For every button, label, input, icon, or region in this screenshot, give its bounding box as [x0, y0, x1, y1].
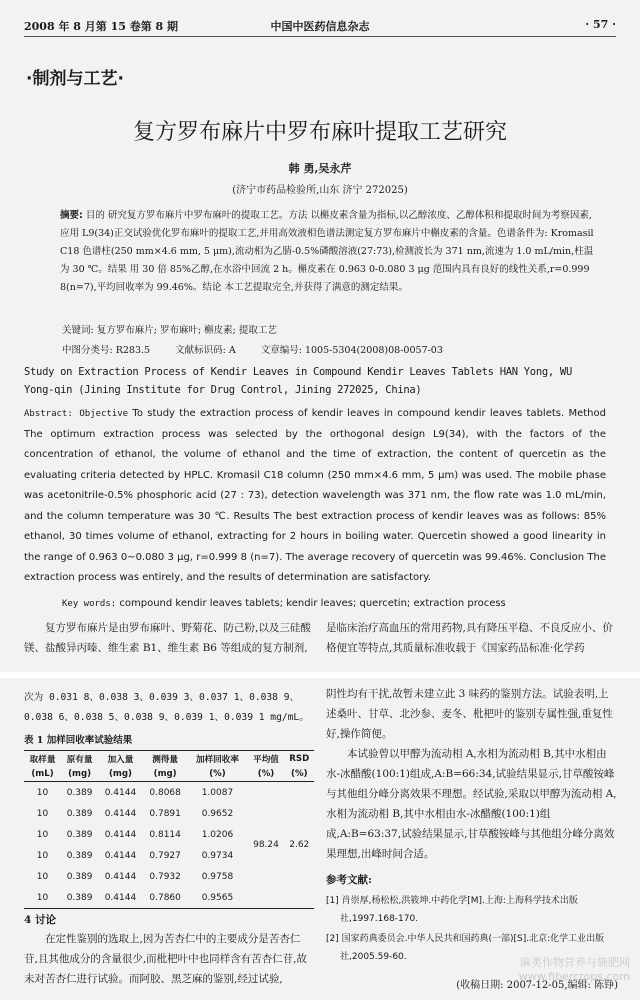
english-keywords-label: Key words:: [62, 599, 117, 609]
table-cell: 0.8068: [149, 787, 181, 798]
table-cell: 0.8114: [149, 829, 181, 840]
intro-left-column: [24, 618, 314, 658]
clc-number: 中图分类号: R283.5: [62, 345, 151, 356]
abstract-cn: [60, 207, 600, 297]
right-paragraph-2: 本试验曾以甲醇为流动相 A,水相为流动相 B,其中水相由水-冰醋酸(100:1)组成,A:B=66:34,试验结果显示,甘草酸铵峰与其他组分峰分离效果不理想。经试验,采取以甲醇为流动相 A,水相为流动相 B,其中水相由水-冰醋酸(100:1)组成,A:B=63:37,试验结果显示,甘草酸铵峰与其他组分峰分离效果理想,出峰时间合适。: [326, 748, 617, 860]
table-unit: (mL): [31, 769, 54, 779]
table-cell: 0.4144: [104, 892, 137, 903]
concentration-text: 次为 0.031 8、0.038 3、0.039 3、0.037 1、0.038 9、0.038 6、0.038 5、0.038 9、0.039 1、0.039 1 mg/mL。: [24, 692, 309, 723]
english-abstract-text: To study the extraction process of kendir leaves in compound kendir leaves tablets. Method The optimum extraction process was selected by the orthogonal design L9(34), with the factors of the concentration of ethanol, the volume of ethanol and the time of extraction, the content of quercetin as the evaluating criteria detected by HPLC. Kromasil C18 column (250 mm×4.6 mm, 5 μm) was used. The mobile phase was acetonitrile-0.5% phosphoric acid (27 : 73), detection wavelength was 371 nm, the flow rate was 1.0 mL/min, and the column temperature was 30 ℃. Results The best extraction process of kendir leaves was as follows: 85% ethanol, 30 times volume of ethanol, extracting for 2 hours in boiling water. Quercetin showed a good linearity in the range of 0.963 0~0.080 3 μg, r=0.999 8 (n=7). The average recovery of quercetin was 99.46%. Conclusion The extraction process was entirely, and the results of determination are satisfactory.: [24, 408, 606, 583]
table-cell: 0.4144: [104, 829, 137, 840]
table-header: RSD: [289, 754, 310, 764]
table-mean-cell: 98.24: [253, 840, 279, 850]
page-break-divider: [0, 672, 640, 678]
received-date: (收稿日期: 2007-12-05,编辑: 陈铮): [456, 980, 618, 991]
table-cell: 10: [36, 892, 49, 903]
table-header: 加样回收率: [195, 755, 239, 765]
right-paragraph-1: 阴性均有干扰,故暂未建立此 3 味药的鉴别方法。试验表明,上述桑叶、甘草、北沙参、麦冬、枇杷叶的鉴别专属性强,重复性好,操作简便。: [326, 688, 613, 740]
table-cell: 0.7927: [149, 850, 181, 861]
table-cell: 1.0206: [201, 829, 234, 840]
right-column: [326, 684, 618, 996]
table-cell: 0.4144: [104, 787, 137, 798]
keywords-cn: 关键词: 复方罗布麻片; 罗布麻叶; 槲皮素; 提取工艺: [62, 325, 277, 336]
table-cell: 10: [36, 787, 49, 798]
article-title: 复方罗布麻片中罗布麻叶提取工艺研究: [132, 120, 507, 145]
header-journal: 中国中医药信息杂志: [270, 20, 370, 33]
table-rsd-cell: 2.62: [289, 840, 310, 850]
section-label: ·制剂与工艺·: [26, 69, 124, 89]
table-cell: 0.7860: [149, 892, 181, 903]
table-cell: 10: [36, 829, 49, 840]
table-cell: 0.9565: [201, 892, 234, 903]
table-unit: (mg): [153, 769, 177, 779]
recovery-table: [24, 750, 314, 909]
table-unit: (mg): [108, 769, 132, 779]
table-cell: 10: [36, 850, 49, 861]
english-abstract: [24, 404, 606, 589]
document-code: 文献标识码: A: [175, 345, 236, 356]
watermark: [519, 956, 630, 984]
table-unit: (%): [209, 769, 226, 779]
watermark-url: www.fibercrops.com: [518, 970, 630, 983]
watermark-name: 麻类作物营养与施肥网: [520, 956, 630, 969]
reference-item: [2] 国家药典委员会.中华人民共和国药典(一部)[S].北京:化学工业出版社,2005.59-60.: [326, 934, 605, 962]
authors: 韩 勇,吴永芹: [288, 162, 352, 175]
header-page-number: · 57 ·: [585, 18, 616, 31]
table-header-row: [24, 751, 314, 768]
table-cell: 0.7891: [149, 808, 181, 819]
table-units-row: [24, 767, 314, 782]
table-cell: 0.389: [66, 829, 93, 840]
table-header: 测得量: [152, 755, 179, 765]
table-cell: 10: [36, 871, 49, 882]
intro-right-text: 是临床治疗高血压的常用药物,具有降压平稳、不良反应小、价格便宜等特点,其质量标准收载于《国家药品标准·化学药: [326, 622, 613, 654]
english-abstract-label: Abstract: Objective: [24, 409, 129, 419]
table-cell: 0.9758: [201, 871, 234, 882]
classification-line: [62, 342, 602, 356]
table-cell: 0.389: [66, 892, 93, 903]
table-header: 原有量: [66, 755, 93, 765]
table-header: 取样量: [29, 755, 56, 765]
abstract-cn-text: 目的 研究复方罗布麻片中罗布麻叶的提取工艺。方法 以槲皮素含量为指标,以乙醇浓度、乙醇体积和提取时间为考察因素,应用 L9(34)正交试验优化罗布麻叶的提取工艺,并用高效液相色谱法测定复方罗布麻片中槲皮素的含量。色谱条件为: Kromasil C18 色谱柱(250 mm×4.6 mm, 5 μm),流动相为乙腈-0.5%磷酸溶液(27:73),检测波长为 371 nm,流速为 1.0 mL/min,柱温为 30 ℃。结果 用 30 倍 85%乙醇,在水浴中回流 2 h。槲皮素在 0.963 0-0.080 3 μg 范围内具有良好的线性关系,r=0.999 8(n=7),平均回收率为 99.46%。结论 本工艺提取完全,并获得了满意的测定结果。: [60, 210, 594, 293]
table-cell: 0.389: [66, 808, 93, 819]
left-column: [24, 688, 314, 989]
affiliation: (济宁市药品检验所,山东 济宁 272025): [232, 185, 408, 196]
english-title: Study on Extraction Process of Kendir Leaves in Compound Kendir Leaves Tablets HAN Yong, WU Yong-qin (Jining Institute for Drug Control, Jining 272025, China): [24, 366, 572, 396]
reference-item: [1] 肖崇厚,杨松松,洪筱坤.中药化学[M].上海:上海科学技术出版社,1997.168-170.: [326, 896, 578, 924]
table-cell: 0.7932: [149, 871, 181, 882]
discussion-text: 在定性鉴别的选取上,因为苦杏仁中的主要成分是苦杏仁苷,且其他成分的含量很少,而枇杷叶中也同样含有苦杏仁苷,故未对苦杏仁进行试验。而阿胶、黑芝麻的鉴别,经过试验,: [24, 933, 308, 985]
english-keywords-text: compound kendir leaves tablets; kendir leaves; quercetin; extraction process: [119, 598, 506, 609]
article-number: 文章编号: 1005-5304(2008)08-0057-03: [260, 345, 443, 356]
intro-left-text: 复方罗布麻片是由罗布麻叶、野菊花、防己粉,以及三硅酸镁、盐酸异丙嗪、维生素 B1、维生素 B6 等组成的复方制剂,: [24, 622, 311, 654]
discussion-heading: 4 讨论: [24, 914, 56, 926]
table-cell: 0.4144: [104, 871, 137, 882]
table-row: [24, 782, 314, 804]
references-heading: 参考文献:: [326, 874, 372, 886]
table-header: 平均值: [253, 755, 279, 765]
table-header: 加入量: [107, 755, 134, 765]
table-cell: 0.389: [66, 871, 93, 882]
running-header: [24, 18, 616, 37]
table-cell: 10: [36, 808, 49, 819]
abstract-cn-label: 摘要:: [60, 210, 83, 221]
english-keywords: [62, 598, 506, 609]
table-cell: 0.389: [66, 850, 93, 861]
table-unit: (%): [257, 769, 275, 779]
header-issue: 2008 年 8 月第 15 卷第 8 期: [24, 20, 179, 33]
table-cell: 0.9734: [201, 850, 234, 861]
table-cell: 1.0087: [201, 787, 234, 798]
table-cell: 0.4144: [104, 808, 137, 819]
table-unit: (mg): [68, 769, 92, 779]
table-cell: 0.9652: [201, 808, 234, 819]
table-cell: 0.4144: [104, 850, 137, 861]
intro-right-column: [326, 618, 618, 658]
table-cell: 0.389: [66, 787, 93, 798]
table-unit: (%): [291, 769, 308, 779]
table-caption: 表 1 加样回收率试验结果: [24, 735, 133, 746]
